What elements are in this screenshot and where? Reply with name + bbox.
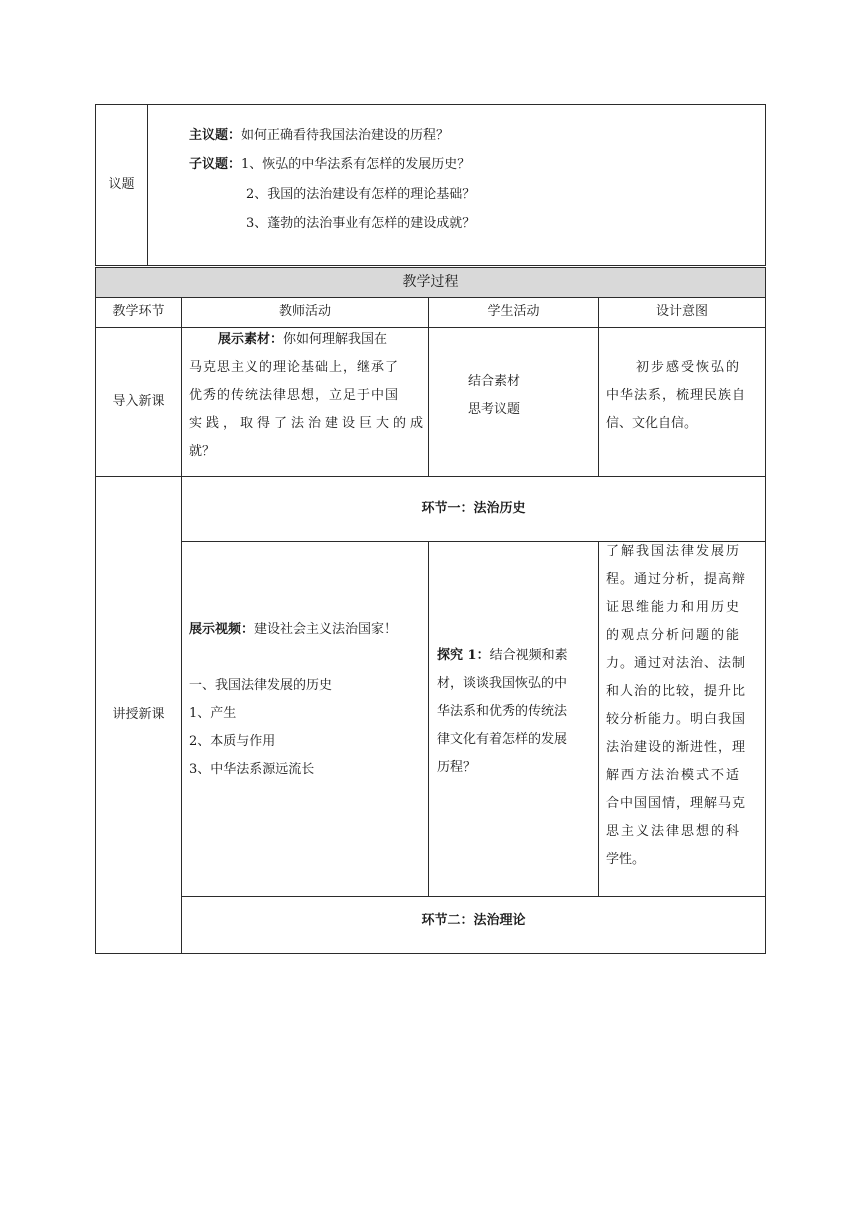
teacher-video-prefix: 展示视频：: [189, 622, 255, 637]
sub-topic-2: 2、我国的法治建设有怎样的理论基础？: [246, 187, 476, 202]
intent-line-11: 思主义法律思想的科: [606, 824, 742, 839]
intent-line-4: 的观点分析问题的能: [606, 628, 742, 643]
intro-student-line-1: 结合素材: [468, 374, 521, 389]
teacher-outline-2: 1、产生: [189, 706, 237, 721]
lecture-teacher-activity: [189, 616, 421, 784]
teacher-outline-4: 3、中华法系源远流长: [189, 762, 315, 777]
intent-line-7: 较分析能力。明白我国: [606, 712, 747, 727]
intro-teacher-line-4: 实践，取得了法治建设巨大的成: [189, 416, 428, 431]
intent-line-1: 了解我国法律发展历: [606, 544, 742, 559]
intent-line-3: 证思维能力和用历史: [606, 600, 742, 615]
section-1-title: 环节一：法治历史: [421, 500, 526, 516]
intent-line-5: 力。通过对法治、法制: [606, 656, 747, 671]
student-line-3: 华法系和优秀的传统法: [437, 704, 568, 719]
process-title: 教学过程: [402, 274, 459, 290]
intro-teacher-line-1-text: 你如何理解我国在: [283, 332, 388, 347]
intent-line-10: 合中国国情，理解马克: [606, 796, 747, 811]
intro-design-intent: [606, 354, 758, 438]
student-prefix: 探究 1：: [437, 648, 490, 663]
intro-intent-line-3: 信、文化自信。: [606, 416, 698, 431]
teacher-video-text: 建设社会主义法治国家！: [254, 622, 398, 637]
intro-teacher-line-5: 就？: [189, 444, 216, 459]
teacher-outline-3: 2、本质与作用: [189, 734, 276, 749]
intro-intent-line-2: 中华法系，梳理民族自: [606, 388, 747, 403]
intro-teacher-line-2: 马克思主义的理论基础上，继承了: [189, 360, 400, 375]
sub-topic-prefix: 子议题：: [189, 157, 242, 172]
lecture-design-intent: [606, 538, 762, 874]
intent-line-9: 解西方法治模式不适: [606, 768, 742, 783]
intent-line-8: 法治建设的渐进性，理: [606, 740, 747, 755]
teacher-video-line: [189, 616, 421, 644]
sub-topic-text: 1、恢弘的中华法系有怎样的发展历史？: [241, 157, 471, 172]
intro-stage: 导入新课: [112, 393, 165, 409]
intro-teacher-prefix: 展示素材：: [218, 332, 284, 347]
teacher-outline-1: 一、我国法律发展的历史: [189, 678, 333, 693]
header-teacher: 教师活动: [278, 304, 331, 319]
student-line-5: 历程？: [437, 760, 477, 775]
sub-topic-1: [189, 151, 470, 179]
header-student: 学生活动: [487, 304, 540, 319]
main-topic: [189, 122, 449, 150]
main-topic-prefix: 主议题：: [189, 128, 242, 143]
intro-student-activity: [468, 368, 520, 424]
lecture-student-activity: [437, 642, 593, 782]
intent-line-6: 和人治的比较，提升比: [606, 684, 747, 699]
student-line-4: 律文化有着怎样的发展: [437, 732, 568, 747]
intent-line-12: 学性。: [606, 852, 646, 867]
student-line-1: [437, 642, 593, 670]
section-2-title: 环节二：法治理论: [421, 912, 526, 928]
intro-student-line-2: 思考议题: [468, 402, 521, 417]
intro-teacher-line-3: 优秀的传统法律思想，立足于中国: [189, 388, 400, 403]
intro-intent-line-1: 初步感受恢弘的: [636, 360, 742, 375]
intro-teacher-line-1: [189, 326, 421, 354]
student-line-1-text: 结合视频和素: [489, 648, 568, 663]
intro-teacher-activity: [189, 326, 428, 466]
header-intent: 设计意图: [655, 304, 708, 319]
lecture-stage: 讲授新课: [112, 706, 165, 722]
sub-topic-3: 3、蓬勃的法治事业有怎样的建设成就？: [246, 216, 476, 231]
student-line-2: 材，谈谈我国恢弘的中: [437, 676, 568, 691]
intent-line-2: 程。通过分析，提高辩: [606, 572, 747, 587]
main-topic-text: 如何正确看待我国法治建设的历程？: [241, 128, 450, 143]
header-stage: 教学环节: [112, 304, 165, 319]
topic-label: 议题: [108, 176, 135, 192]
